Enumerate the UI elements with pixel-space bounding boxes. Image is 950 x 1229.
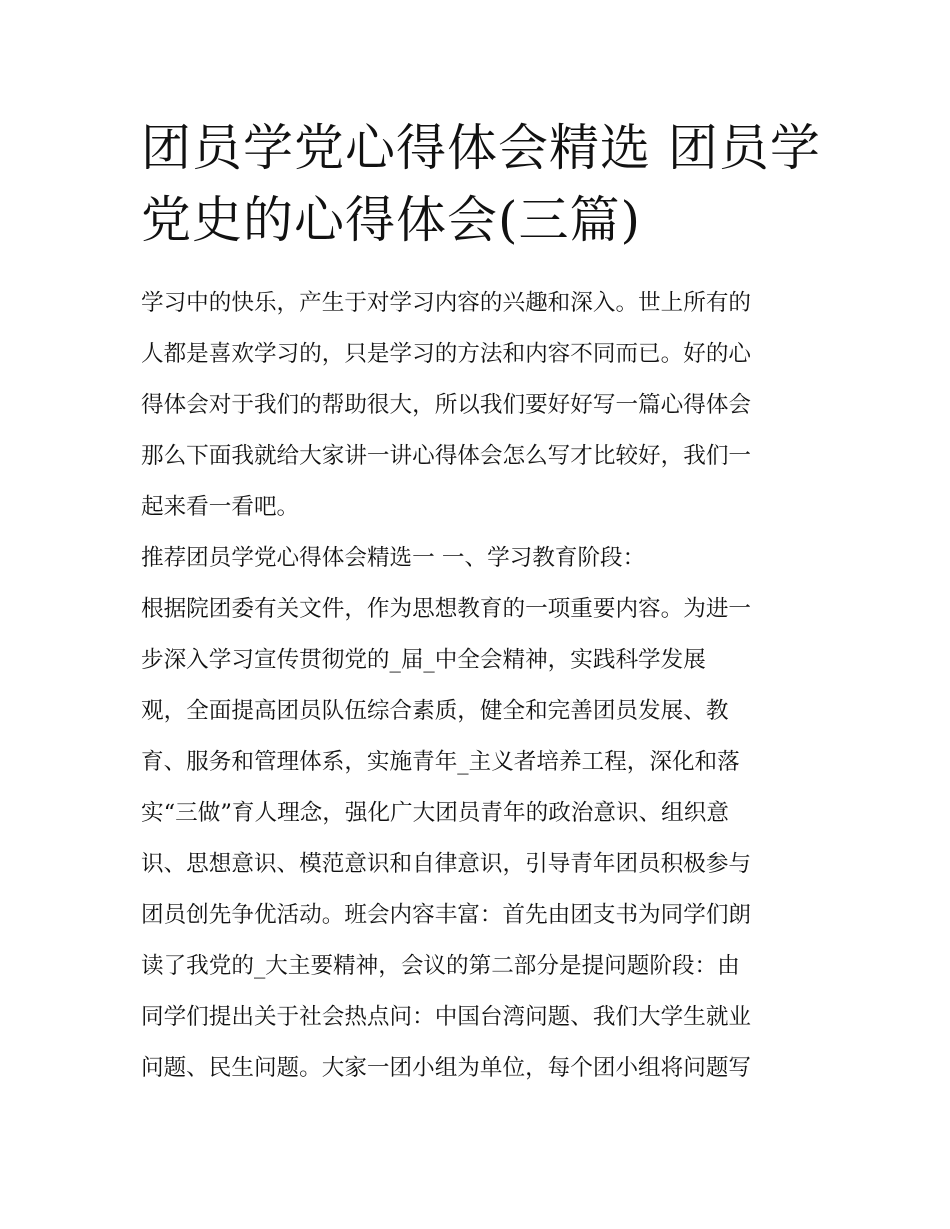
body-line: 人都是喜欢学习的，只是学习的方法和内容不同而已。好的心	[141, 341, 752, 367]
body-line: 实“三做”育人理念，强化广大团员青年的政治意识、组织意	[141, 800, 729, 826]
body-line: 学习中的快乐，产生于对学习内容的兴趣和深入。世上所有的	[141, 290, 752, 316]
section-heading-line: 推荐团员学党心得体会精选一 一、学习教育阶段：	[141, 545, 646, 571]
body-line: 同学们提出关于社会热点问：中国台湾问题、我们大学生就业	[141, 1004, 752, 1030]
body-line: 观，全面提高团员队伍综合素质，健全和完善团员发展、教	[141, 698, 729, 724]
body-line: 起来看一看吧。	[141, 494, 300, 520]
body-line: 问题、民生问题。大家一团小组为单位，每个团小组将问题写	[141, 1055, 752, 1081]
body-line: 得体会对于我们的帮助很大，所以我们要好好写一篇心得体会	[141, 392, 752, 418]
body-line: 根据院团委有关文件，作为思想教育的一项重要内容。为进一	[141, 596, 752, 622]
body-line: 团员创先争优活动。班会内容丰富：首先由团支书为同学们朗	[141, 902, 752, 928]
body-line: 育、服务和管理体系，实施青年_主义者培养工程，深化和落	[141, 749, 740, 775]
body-line: 读了我党的_大主要精神，会议的第二部分是提问题阶段：由	[141, 953, 740, 979]
document-body	[141, 278, 821, 1094]
document-title	[141, 112, 821, 256]
body-line: 识、思想意识、模范意识和自律意识，引导青年团员积极参与	[141, 851, 752, 877]
body-line: 那么下面我就给大家讲一讲心得体会怎么写才比较好，我们一	[141, 443, 752, 469]
body-line: 步深入学习宣传贯彻党的_届_中全会精神，实践科学发展	[141, 647, 706, 673]
title-line: 党史的心得体会(三篇)	[141, 191, 642, 249]
title-line: 团员学党心得体会精选 团员学	[141, 119, 821, 177]
